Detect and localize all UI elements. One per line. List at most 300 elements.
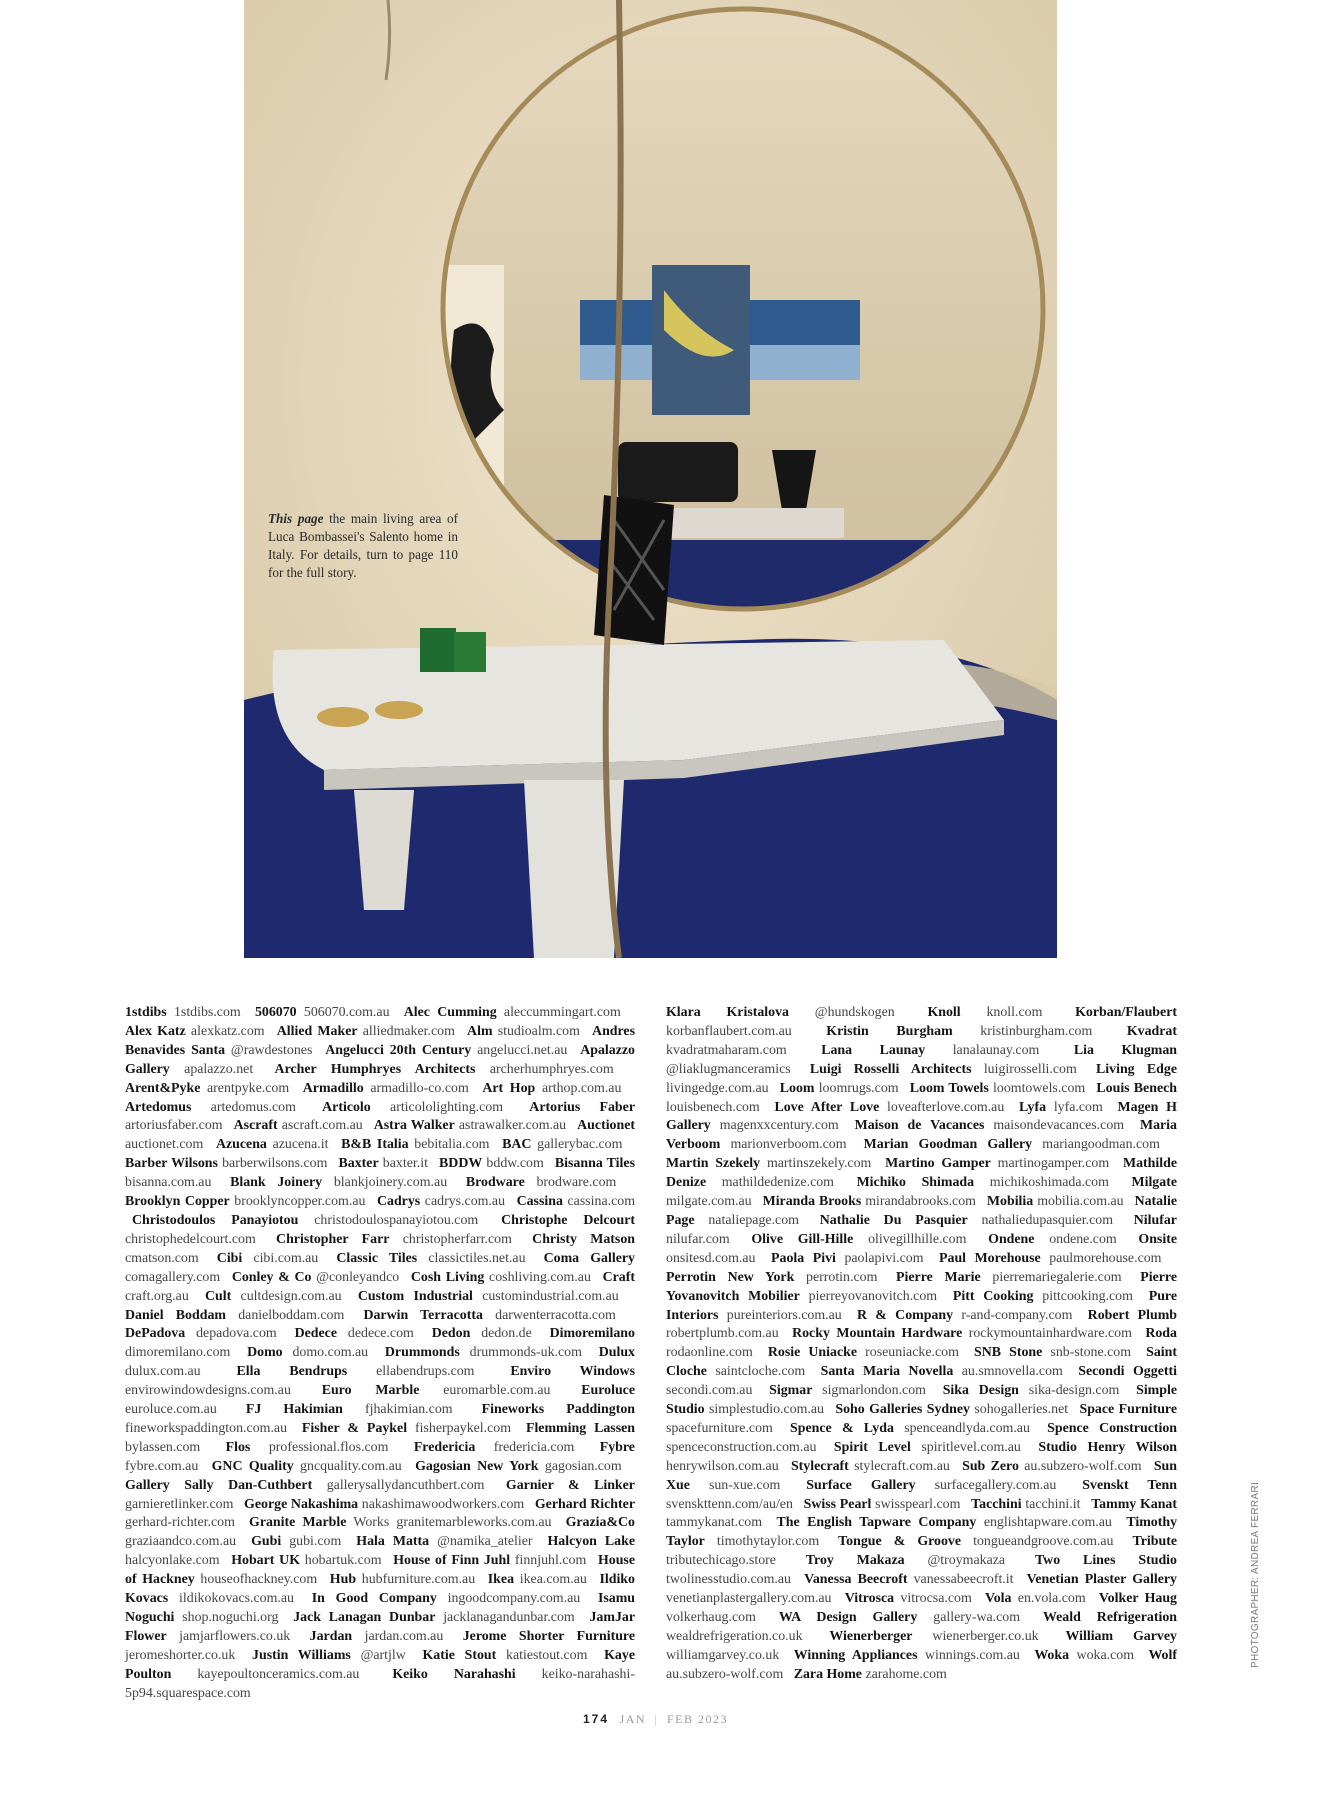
entry-url: astrawalker.com.au [458,1118,567,1134]
directory-entry [896,1270,1122,1285]
directory-entry [910,1081,1086,1096]
entry-url: simplestudio.com.au [709,1402,824,1418]
directory-entry [829,1629,1038,1644]
directory-entry [212,1459,402,1474]
directory-entry [885,1156,1109,1171]
entry-name: Darwin Terracotta [363,1307,483,1323]
directory-entry [310,1629,444,1644]
entry-url: maisondevacances.com [993,1118,1125,1134]
directory-entry [666,1005,895,1020]
entry-name: Conley & Co [231,1269,312,1285]
directory-entry [845,1591,972,1606]
entry-url: darwenterracotta.com [495,1307,616,1323]
entry-url: professional.flos.com [268,1439,389,1455]
directory-entry [339,1156,428,1171]
entry-url: gallerybac.com [537,1137,623,1153]
directory-entry [826,1024,1092,1039]
entry-url: mobilia.com.au [1037,1194,1124,1210]
entry-name: Mathilde Denize [666,1156,1178,1191]
entry-url: lanalaunay.com [952,1042,1040,1058]
entry-url: loomrugs.com [818,1080,899,1096]
entry-url: nakashimawoodworkers.com [361,1496,525,1512]
entry-name: Coma Gallery [543,1250,636,1266]
entry-url: christophedelcourt.com [125,1231,256,1247]
entry-name: BDDW [439,1156,483,1172]
entry-name: Marian Goodman Gallery [863,1137,1033,1153]
entry-name: Sub Zero [962,1458,1019,1474]
entry-name: Cult [205,1288,232,1304]
entry-name: Ascraft [233,1118,278,1134]
entry-url: hobartuk.com [304,1553,382,1569]
directory-entry [293,1610,575,1625]
entry-name: William Garvey [1065,1628,1177,1644]
entry-url: pierremariegalerie.com [992,1269,1122,1285]
entry-url: cassina.com [567,1194,635,1210]
entry-url: au.subzero-wolf.com [666,1666,784,1682]
entry-name: Grazia&Co [565,1515,635,1531]
directory-entry [804,1497,961,1512]
entry-name: Saint Cloche [666,1345,1178,1380]
directory-entry [779,1610,1020,1625]
entry-url: martinszekely.com [766,1156,872,1172]
entry-name: Keiko Narahashi [392,1666,516,1682]
entry-name: Fredericia [413,1439,476,1455]
entry-url: sun-xue.com [708,1477,781,1493]
entry-name: Tacchini [971,1496,1022,1512]
entry-url: pureinteriors.com.au [726,1307,842,1323]
entry-name: Christophe Delcourt [501,1212,636,1228]
entry-name: Woka [1034,1647,1070,1663]
entry-name: Spence Construction [1047,1420,1178,1436]
directory-entry [939,1251,1161,1266]
entry-url: arthop.com.au [541,1080,622,1096]
entry-url: 1stdibs.com [173,1005,241,1020]
directory-entry [330,1572,475,1587]
entry-name: Ildiko Kovacs [125,1572,635,1607]
entry-name: Martino Gamper [885,1156,991,1172]
directory-entry [666,1270,877,1285]
entry-name: Pure Interiors [666,1288,1177,1323]
entry-name: Gagosian New York [415,1458,539,1474]
entry-url: tacchini.it [1025,1496,1081,1512]
entry-url: sohogalleries.net [974,1402,1069,1418]
entry-name: Lyfa [1019,1099,1047,1115]
directory-entry [226,1440,389,1455]
directory-entry [768,1345,959,1360]
entry-name: Auctionet [577,1118,636,1134]
entry-name: The English Tapware Company [776,1515,977,1531]
entry-url: euroluce.com.au [125,1402,217,1418]
entry-name: Granite Marble [249,1515,347,1531]
entry-url: cibi.com.au [253,1250,319,1266]
entry-name: Christy Matson [532,1231,635,1247]
directory-entry [780,1081,899,1096]
entry-url: bddw.com [486,1156,544,1172]
entry-name: Klara Kristalova [666,1005,789,1020]
entry-name: Nathalie Du Pasquier [819,1212,968,1228]
entry-url: artoriusfaber.com [125,1118,223,1134]
entry-url: @namika_atelier [437,1534,533,1550]
entry-name: Vitrosca [844,1591,895,1607]
directory-entry [358,1289,619,1304]
entry-url: vanessabeecroft.it [913,1572,1014,1588]
entry-url: ikea.com.au [519,1572,587,1588]
directory-entry [857,1308,1072,1323]
entry-url: svenskttenn.com/au/en [666,1496,793,1512]
issue-date: FEB 2023 [666,1712,728,1726]
entry-url: swisspearl.com [875,1496,961,1512]
entry-name: Kristin Burgham [826,1023,953,1039]
entry-name: Perrotin New York [666,1269,795,1285]
entry-name: Lana Launay [821,1042,926,1058]
entry-name: Winning Appliances [793,1647,918,1663]
entry-name: Magen H Gallery [666,1099,1177,1134]
entry-name: Garnier & Linker [505,1477,635,1493]
entry-name: Jerome Shorter Furniture [462,1628,636,1644]
entry-url: livingedge.com.au [666,1080,769,1096]
directory-entry [374,1118,566,1133]
photo-caption [268,510,458,582]
entry-name: Blank Joinery [230,1175,323,1191]
caption-lead: This page [268,511,324,526]
directory-entry [322,1100,503,1115]
directory-entry [864,1137,1160,1152]
entry-url: christodoulospanayiotou.com [314,1212,479,1228]
entry-name: Pierre Marie [896,1269,981,1285]
directory-entry [295,1326,414,1341]
entry-url: ondene.com [1049,1231,1117,1247]
entry-url: depadova.com [196,1326,277,1342]
entry-url: secondi.com.au [666,1383,753,1399]
directory-entry [482,1081,621,1096]
entry-name: Wienerberger [829,1628,913,1644]
entry-name: Justin Williams [252,1647,351,1663]
entry-url: euromarble.com.au [443,1383,551,1399]
entry-name: Baxter [338,1156,379,1172]
directory-entry [363,1308,615,1323]
entry-url: nataliepage.com [708,1212,799,1228]
entry-url: tongueandgroove.com.au [973,1534,1114,1550]
entry-url: jardan.com.au [364,1628,444,1644]
directory-entry [232,1270,399,1285]
entry-url: @artjlw [360,1647,406,1663]
entry-name: House of Finn Juhl [393,1553,511,1569]
directory-entry [341,1137,489,1152]
entry-url: kayepoultonceramics.com.au [197,1666,360,1682]
entry-name: Dimoremilano [549,1326,635,1342]
entry-url: marionverboom.com [730,1137,847,1153]
directory-entry [820,1213,1113,1228]
entry-name: Euro Marble [321,1383,420,1399]
entry-url: au.smnovella.com [961,1364,1063,1380]
entry-url: lyfa.com [1053,1099,1103,1115]
entry-url: fredericia.com [493,1439,575,1455]
directory-entry [404,1005,621,1020]
entry-url: mathildedenize.com [721,1175,834,1191]
entry-url: vitrocsa.com [900,1591,972,1607]
entry-name: Paul Morehouse [939,1250,1041,1266]
entry-url: envirowindowdesigns.com.au [125,1383,291,1399]
entry-url: wienerberger.co.uk [932,1628,1039,1644]
entry-name: Kvadrat [1126,1023,1178,1039]
entry-name: Luigi Rosselli Architects [809,1061,972,1077]
entry-name: Euroluce [581,1383,635,1399]
directory-entry [432,1326,532,1341]
entry-name: Wolf [1148,1647,1177,1663]
entry-name: Jack Lanagan Dunbar [293,1610,436,1625]
entry-url: auctionet.com [125,1137,204,1153]
entry-name: Loom [779,1080,815,1096]
directory-entry [125,1194,365,1209]
entry-name: Enviro Windows [510,1364,635,1380]
entry-url: apalazzo.net [184,1061,254,1077]
entry-name: Pierre Yovanovitch Mobilier [666,1269,1178,1304]
entry-url: paolapivi.com [844,1250,924,1266]
footer-separator: | [654,1712,659,1726]
entry-url: arentpyke.com [207,1080,290,1096]
entry-url: r-and-company.com [961,1307,1073,1323]
directory-entry [769,1383,926,1398]
entry-url: ildikokovacs.com.au [179,1591,294,1607]
entry-name: Gerhard Richter [534,1496,635,1512]
entry-name: Alex Katz [125,1023,186,1039]
directory-entry [247,1345,368,1360]
directory-entry [439,1156,544,1171]
entry-url: sika-design.com [1028,1383,1120,1399]
entry-name: Armadillo [302,1080,364,1096]
entry-url: keiko-narahashi-5p94.squarespace.com [125,1666,635,1701]
directory-column-right [666,1004,1177,1685]
entry-url: winnings.com.au [924,1647,1020,1663]
directory-entry [794,1667,947,1682]
entry-name: Mobilia [986,1194,1034,1210]
entry-name: Vola [984,1591,1012,1607]
entry-name: Onsite [1138,1231,1177,1247]
directory-entry [857,1175,1109,1190]
photographer-credit: PHOTOGRAPHER: ANDREA FERRARI [1250,1481,1261,1668]
entry-url: dimoremilano.com [125,1345,231,1361]
entry-url: coshliving.com.au [489,1269,591,1285]
entry-url: ellabendrups.com [376,1364,475,1380]
entry-url: spacefurniture.com [666,1420,773,1436]
directory-entry [125,1326,277,1341]
entry-url: jacklanagandunbar.com [443,1610,575,1625]
entry-url: venetianplastergallery.com.au [666,1591,832,1607]
entry-name: Loom Towels [909,1080,989,1096]
entry-url: domo.com.au [292,1345,369,1361]
entry-name: Brodware [465,1175,525,1191]
entry-url: aleccummingart.com [503,1005,621,1020]
entry-name: Archer Humphryes Architects [274,1061,476,1077]
entry-url: baxter.it [382,1156,428,1172]
entry-url: wealdrefrigeration.co.uk [666,1628,803,1644]
entry-url: gallerysallydancuthbert.com [326,1477,485,1493]
entry-url: drummonds-uk.com [469,1345,582,1361]
entry-url: luigirosselli.com [983,1061,1077,1077]
entry-url: gncquality.com.au [300,1458,402,1474]
directory-entry [356,1534,532,1549]
entry-name: Articolo [322,1099,371,1115]
directory-entry [835,1402,1068,1417]
entry-url: alliedmaker.com [362,1023,455,1039]
directory-entry [666,1156,871,1171]
entry-url: cadrys.com.au [424,1194,506,1210]
entry-name: Fisher & Paykel [301,1420,408,1436]
entry-name: Nilufar [1133,1212,1177,1228]
entry-name: Custom Industrial [357,1288,473,1304]
directory-entry [393,1553,586,1568]
directory-entry [794,1648,1020,1663]
entry-url: craft.org.au [125,1288,189,1304]
entry-url: @liaklugmanceramics [666,1061,791,1077]
entry-name: Dedece [294,1326,337,1342]
entry-url: surfacegallery.com.au [934,1477,1057,1493]
entry-url: angelucci.net.au [477,1042,568,1058]
entry-url: barberwilsons.com [222,1156,328,1172]
entry-url: dedon.de [481,1326,532,1342]
entry-name: Swiss Pearl [803,1496,872,1512]
directory-entry [325,1043,567,1058]
entry-name: Cassina [516,1194,563,1210]
entry-name: Miranda Brooks [762,1194,862,1210]
entry-url: articololighting.com [390,1099,504,1115]
directory-entry [322,1383,551,1398]
entry-url: cultdesign.com.au [240,1288,342,1304]
directory-entry [517,1194,635,1209]
entry-name: Sigmar [769,1383,813,1399]
entry-name: Apalazzo Gallery [125,1042,635,1077]
entry-url: comagallery.com [125,1269,221,1285]
directory-entry [985,1591,1086,1606]
entry-url: henrywilson.com.au [666,1458,779,1474]
directory-entry [125,1081,289,1096]
directory-entry [821,1043,1039,1058]
directory-entry [791,1459,950,1474]
entry-name: Fybre [599,1439,635,1455]
entry-name: Kaye Poulton [125,1647,635,1682]
entry-url: @troymakaza [927,1553,1006,1569]
entry-name: Jardan [309,1628,353,1644]
entry-url: fjhakimian.com [365,1402,453,1418]
directory-entry [125,1478,484,1493]
entry-url: magenxxcentury.com [719,1118,839,1134]
entry-url: brooklyncopper.com.au [234,1194,366,1210]
entry-url: customindustrial.com.au [482,1288,619,1304]
entry-url: gerhard-richter.com [125,1515,235,1531]
entry-url: ingoodcompany.com.au [447,1591,581,1607]
entry-name: Dulux [598,1345,635,1361]
entry-url: alexkatz.com [190,1023,265,1039]
directory-entry [249,1515,551,1530]
entry-name: Isamu Noguchi [125,1591,635,1625]
directory-entry [792,1326,1132,1341]
entry-name: Classic Tiles [336,1250,418,1266]
directory-entry [277,1024,455,1039]
directory-entry [467,1024,580,1039]
directory-entry [855,1118,1124,1133]
entry-url: stylecraft.com.au [854,1458,950,1474]
issue-month: JAN [619,1712,647,1726]
directory-entry [502,1137,622,1152]
entry-name: Flos [225,1439,251,1455]
directory-entry [244,1497,524,1512]
entry-name: Craft [602,1269,635,1285]
entry-name: Zara Home [793,1666,862,1682]
entry-url: woka.com [1076,1647,1135,1663]
directory-entry [777,1515,1112,1530]
entry-name: WA Design Gallery [778,1610,918,1625]
entry-url: fybre.com.au [125,1458,199,1474]
directory-entry [236,1364,474,1379]
entry-url: katiestout.com [506,1647,588,1663]
entry-url: blankjoinery.com.au [333,1175,448,1191]
entry-url: spenceandlyda.com.au [904,1420,1030,1436]
entry-url: mariangoodman.com [1042,1137,1160,1153]
entry-url: michikoshimada.com [989,1175,1109,1191]
entry-url: dulux.com.au [125,1364,201,1380]
entry-name: Milgate [1131,1175,1177,1191]
entry-name: Secondi Oggetti [1078,1364,1177,1380]
directory-entry [125,1156,327,1171]
entry-name: Natalie Page [666,1194,1178,1228]
entry-url: tributechicago.store [666,1553,776,1569]
entry-name: Gallery Sally Dan-Cuthbert [125,1477,313,1493]
entry-name: Hub [329,1572,357,1588]
entry-name: Flemming Lassen [525,1420,635,1436]
entry-name: Space Furniture [1079,1402,1178,1418]
entry-name: Paola Pivi [771,1250,836,1266]
directory-entry [275,1062,614,1077]
directory-entry [414,1440,575,1455]
directory-entry [217,1251,318,1266]
directory-entry [774,1100,1004,1115]
entry-name: Daniel Boddam [125,1307,226,1323]
entry-name: Dedon [431,1326,471,1342]
entry-name: Art Hop [482,1080,536,1096]
directory-entry [771,1251,924,1266]
entry-name: Alm [467,1023,493,1039]
entry-url: bylassen.com [125,1439,201,1455]
entry-name: GNC Quality [211,1458,294,1474]
entry-url: rodaonline.com [666,1345,753,1361]
entry-url: au.subzero-wolf.com [1024,1458,1142,1474]
entry-url: snb-stone.com [1050,1345,1132,1361]
entry-url: onsitesd.com.au [666,1250,756,1266]
entry-name: SNB Stone [973,1345,1043,1361]
entry-url: graziaandco.com.au [125,1534,237,1550]
directory-entry [971,1497,1080,1512]
entry-name: 506070 [254,1005,297,1020]
entry-name: Barber Wilsons [125,1156,218,1172]
directory-entry [377,1194,505,1209]
entry-name: Tongue & Groove [838,1534,962,1550]
entry-url: gallery-wa.com [933,1610,1021,1625]
entry-name: Love After Love [774,1099,880,1115]
entry-name: Knoll [927,1005,961,1020]
directory-entry [312,1591,580,1606]
entry-name: Cosh Living [410,1269,485,1285]
entry-name: Venetian Plaster Gallery [1026,1572,1177,1588]
directory-entry [252,1648,406,1663]
entry-name: Allied Maker [276,1023,358,1039]
entry-url: armadillo-co.com [370,1080,469,1096]
entry-url: @hundskogen [814,1005,895,1020]
entry-url: nathaliedupasquier.com [981,1212,1114,1228]
entry-url: shop.noguchi.org [182,1610,279,1625]
directory-entry [466,1175,617,1190]
directory-entry [751,1232,966,1247]
entry-url: pittcooking.com [1042,1288,1133,1304]
